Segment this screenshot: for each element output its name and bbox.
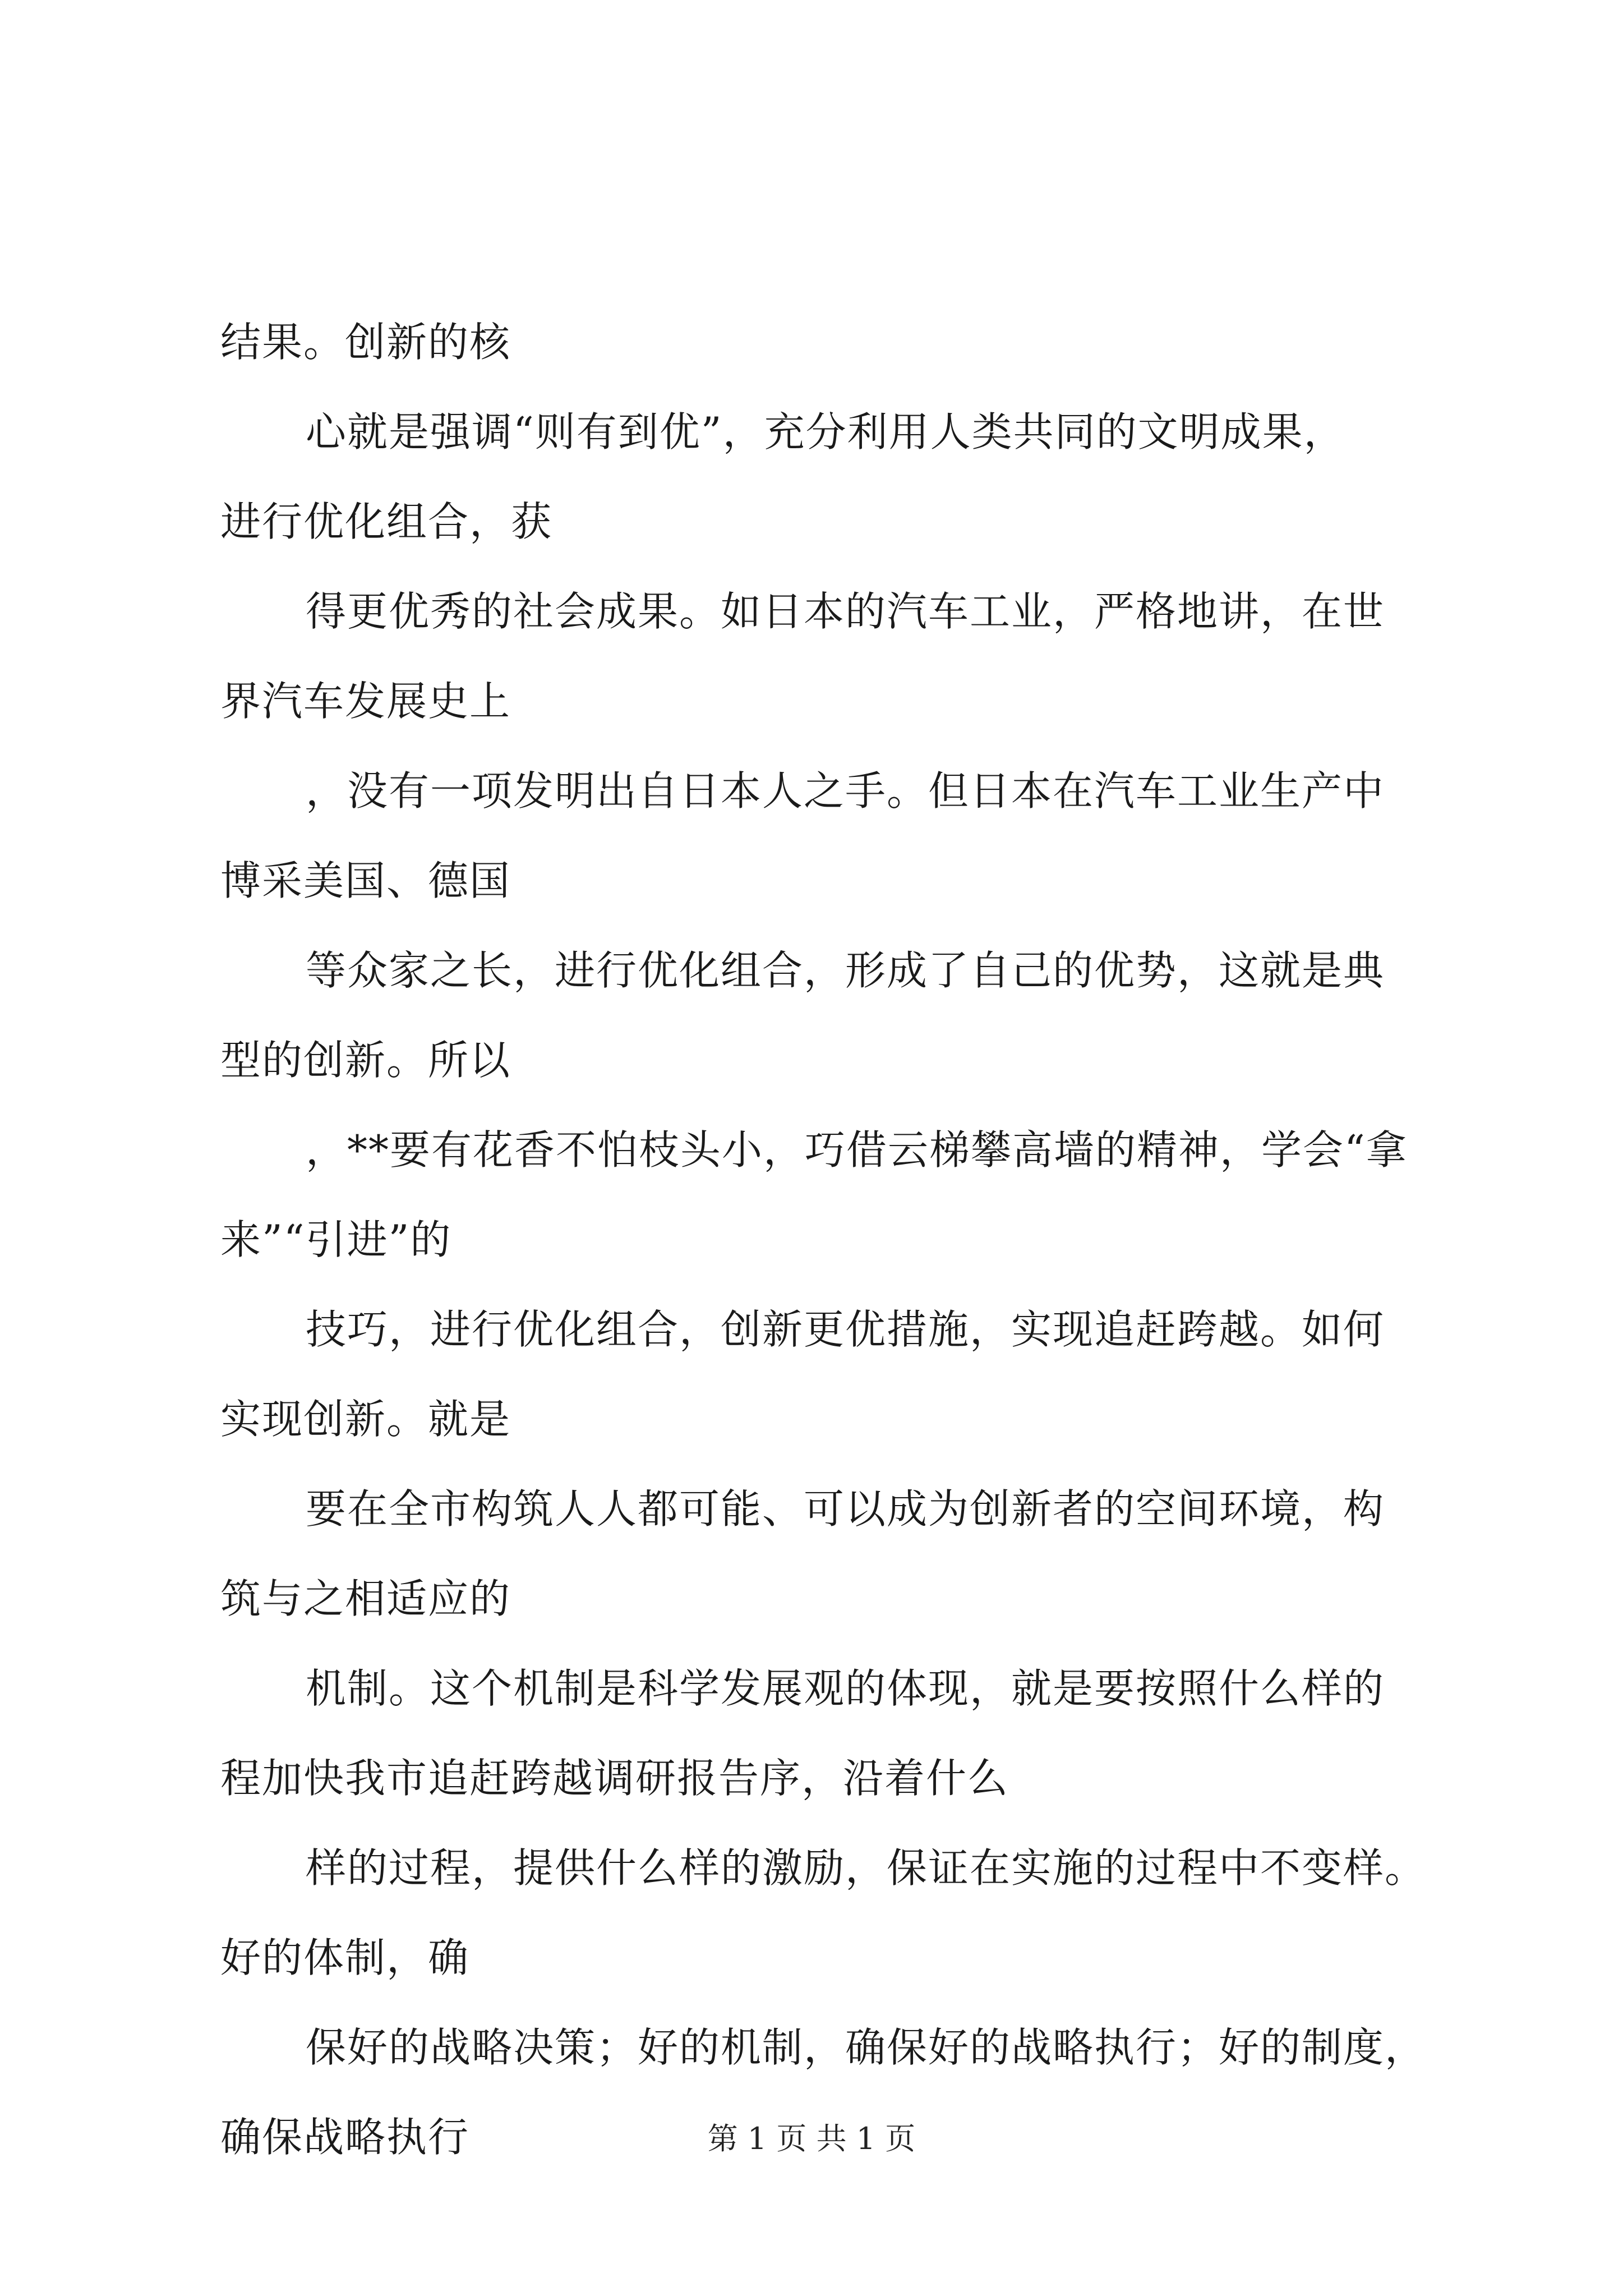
text-line: 得更优秀的社会成果。如日本的汽车工业，严格地讲，在世	[306, 588, 1385, 635]
paragraph	[220, 387, 1421, 567]
text-line: 技巧，进行优化组合，创新更优措施，实现追赶跨越。如何	[306, 1306, 1385, 1353]
paragraph	[220, 1464, 1421, 1644]
text-line: 程加快我市追赶跨越调研报告序，沿着什么	[220, 1755, 1009, 1802]
paragraph	[220, 567, 1421, 746]
paragraph	[220, 297, 1421, 387]
text-line: ，**要有花香不怕枝头小，巧借云梯攀高墙的精神，学会“拿	[306, 1126, 1408, 1174]
text-line: 型的创新。所以	[220, 1037, 511, 1084]
text-line: 结果。创新的核	[220, 319, 511, 366]
document-body	[220, 297, 1427, 2182]
text-line: 等众家之长，进行优化组合，形成了自己的优势，这就是典	[306, 947, 1385, 994]
text-line: 界汽车发展史上	[220, 678, 511, 725]
text-line: 样的过程，提供什么样的激励，保证在实施的过程中不变样。	[306, 1844, 1427, 1892]
paragraph	[220, 1285, 1421, 1464]
text-line: 要在全市构筑人人都可能、可以成为创新者的空间环境，构	[306, 1485, 1385, 1533]
text-line: 筑与之相适应的	[220, 1575, 511, 1622]
text-line: 机制。这个机制是科学发展观的体现，就是要按照什么样的	[306, 1665, 1385, 1712]
text-line: 确保战略执行	[220, 2114, 470, 2161]
text-line: 实现创新。就是	[220, 1396, 511, 1443]
paragraph	[220, 1823, 1427, 2003]
text-line: 进行优化组合，获	[220, 498, 553, 545]
paragraph	[220, 1644, 1421, 1823]
paragraph	[220, 1105, 1421, 1285]
paragraph	[220, 746, 1421, 926]
paragraph	[220, 926, 1421, 1105]
text-line: ，没有一项发明出自日本人之手。但日本在汽车工业生产中	[306, 767, 1385, 815]
text-line: 好的体制，确	[220, 1934, 470, 1981]
page-number-label: 第 1 页 共 1 页	[707, 2121, 916, 2156]
text-line: 心就是强调“则有到优”，充分利用人类共同的文明成果，	[306, 408, 1345, 455]
page-footer	[0, 2115, 1623, 2158]
text-line: 来”“引进”的	[220, 1216, 452, 1263]
text-line: 博采美国、德国	[220, 857, 511, 904]
text-line: 保好的战略决策；好的机制，确保好的战略执行；好的制度，	[306, 2024, 1427, 2071]
